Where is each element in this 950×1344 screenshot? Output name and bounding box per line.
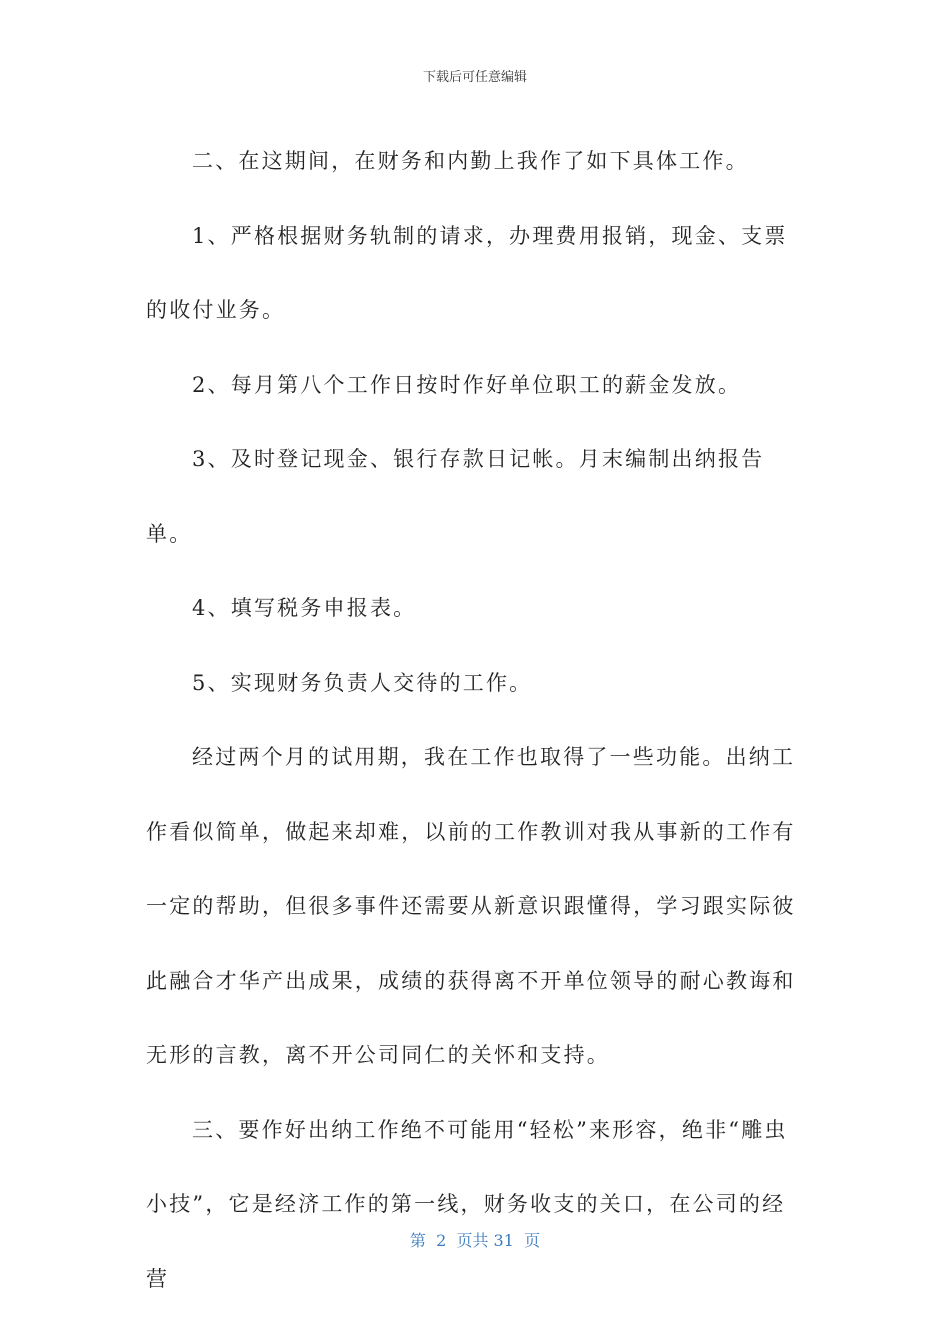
paragraph-section-two: 二、在这期间，在财务和内勤上我作了如下具体工作。 xyxy=(192,149,749,173)
page-footer: 第 2 页共 31 页 xyxy=(409,1231,541,1250)
paragraph-probation-summary: 经过两个月的试用期，我在工作也取得了一些功能。出纳工作看似简单，做起来却难，以前的工作教训对我从事新的工作有一定的帮助，但很多事件还需要从新意识跟懂得，学习跟实际彼此融合才华产出成果，成绩的获得离不开单位领导的耐心教诲和无形的言教，离不开公司同仁的关怀和支持。 xyxy=(146,745,796,1067)
paragraph-item-5: 5、实现财务负责人交待的工作。 xyxy=(192,670,533,695)
paragraph-item-4: 4、填写税务申报表。 xyxy=(192,596,417,620)
paragraph-item-2: 2、每月第八个工作日按时作好单位职工的薪金发放。 xyxy=(192,372,742,397)
header-note: 下载后可任意编辑 xyxy=(422,70,527,85)
document-body xyxy=(146,124,806,1316)
paragraph-item-3: 3、及时登记现金、银行存款日记帐。月末编制出纳报告单。 xyxy=(146,447,765,546)
paragraph-item-1: 1、严格根据财务轨制的请求，办理费用报销，现金、支票的收付业务。 xyxy=(146,223,788,322)
paragraph-section-three: 三、要作好出纳工作绝不可能用“轻松”来形容，绝非“雕虫小技”，它是经济工作的第一线，财务收支的关口，在公司的经营 xyxy=(146,1117,788,1291)
